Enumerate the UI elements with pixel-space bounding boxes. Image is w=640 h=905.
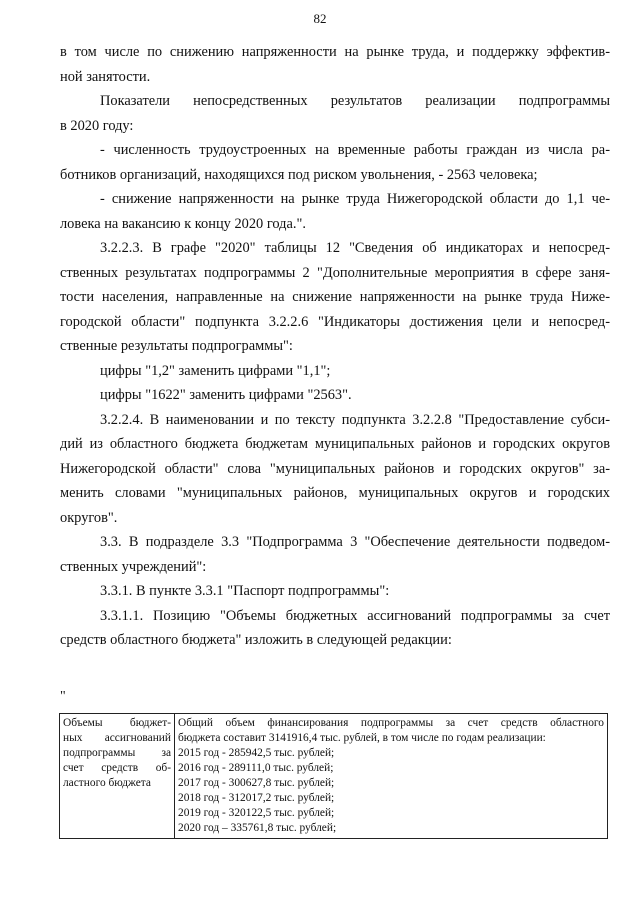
table-label-line: ластного бюджета — [63, 777, 151, 789]
text-line: менить словами "муниципальных районов, муниципальных округов и городских — [60, 485, 610, 501]
paragraph — [60, 236, 610, 359]
text-line: дий из областного бюджета бюджетам муниципальных районов и городских округов — [60, 436, 610, 452]
text-line: - численность трудоустроенных на временные работы граждан из числа ра- — [100, 142, 610, 158]
text-line: ботников организаций, находящихся под риском увольнения, - 2563 человека; — [60, 166, 538, 183]
table-value-line: бюджета составит 3141916,4 тыс. рублей, в том числе по годам реализации: — [178, 732, 546, 744]
text-line: 3.3.1. В пункте 3.3.1 "Паспорт подпрограммы": — [100, 583, 390, 599]
table-label-line: счет средств об- — [63, 762, 171, 774]
paragraph — [60, 40, 610, 89]
text-line: средств областного бюджета" изложить в следующей редакции: — [60, 632, 452, 648]
table-label-line: Объемы бюджет- — [63, 717, 171, 729]
financing-table — [59, 713, 608, 839]
paragraph — [60, 530, 610, 579]
table-value-line: 2015 год - 285942,5 тыс. рублей; — [178, 747, 335, 759]
text-line: цифры "1622" заменить цифрами "2563". — [100, 387, 352, 403]
text-line: в том числе по снижению напряженности на рынке труда, и поддержку эффектив- — [60, 44, 610, 60]
table-label-line: подпрограммы за — [63, 747, 171, 759]
table-value-line: 2017 год - 300627,8 тыс. рублей; — [178, 777, 335, 789]
table-label-line: ных ассигнований — [63, 732, 171, 744]
text-line: Нижегородской области" слова "муниципальных районов и городских округов" за- — [60, 460, 610, 477]
document-body — [60, 40, 610, 653]
paragraph — [60, 89, 610, 138]
paragraph — [60, 359, 610, 384]
text-line: 3.3. В подразделе 3.3 "Подпрограмма 3 "Обеспечение деятельности подведом- — [100, 534, 610, 550]
text-line: ственные результаты подпрограммы": — [60, 338, 293, 354]
text-line: в 2020 году: — [60, 117, 134, 134]
text-line: - снижение напряженности на рынке труда Нижегородской области до 1,1 че- — [100, 191, 610, 207]
paragraph — [60, 138, 610, 187]
text-line: цифры "1,2" заменить цифрами "1,1"; — [100, 362, 331, 379]
paragraph — [60, 579, 610, 604]
text-line: 3.3.1.1. Позицию "Объемы бюджетных ассигнований подпрограммы за счет — [100, 607, 610, 624]
text-line: округов". — [60, 509, 118, 526]
table-value-line: Общий объем финансирования подпрограммы за счет средств областного — [178, 717, 604, 729]
paragraph — [60, 187, 610, 236]
page-number: 82 — [313, 11, 327, 26]
table-value-line: 2018 год - 312017,2 тыс. рублей; — [178, 792, 335, 804]
table-value-line: 2020 год – 335761,8 тыс. рублей; — [178, 822, 337, 834]
paragraph — [60, 408, 610, 531]
paragraph — [60, 604, 610, 653]
text-line: городской области" подпункта 3.2.2.6 "Индикаторы достижения цели и непосред- — [60, 313, 610, 330]
quote-mark: " — [60, 689, 66, 704]
table-value-line: 2019 год - 320122,5 тыс. рублей; — [178, 807, 335, 819]
table-cell-value — [175, 714, 608, 839]
text-line: 3.2.2.3. В графе "2020" таблицы 12 "Сведения об индикаторах и непосред- — [100, 240, 610, 256]
table-value-line: 2016 год - 289111,0 тыс. рублей; — [178, 762, 334, 774]
text-line: ловека на вакансию к концу 2020 года.". — [60, 215, 306, 232]
table-cell-label — [60, 714, 175, 839]
paragraph — [60, 383, 610, 408]
text-line: ственных учреждений": — [60, 558, 207, 575]
text-line: Показатели непосредственных результатов реализации подпрограммы — [100, 93, 610, 109]
text-line: тости населения, направленные на снижение напряженности на рынке труда Ниже- — [60, 289, 610, 305]
text-line: ственных результатах подпрограммы 2 "Дополнительные мероприятия в сфере заня- — [60, 264, 610, 281]
text-line: 3.2.2.4. В наименовании и по тексту подпункта 3.2.2.8 "Предоставление субси- — [100, 411, 610, 428]
text-line: ной занятости. — [60, 68, 151, 85]
table-row — [60, 714, 608, 839]
